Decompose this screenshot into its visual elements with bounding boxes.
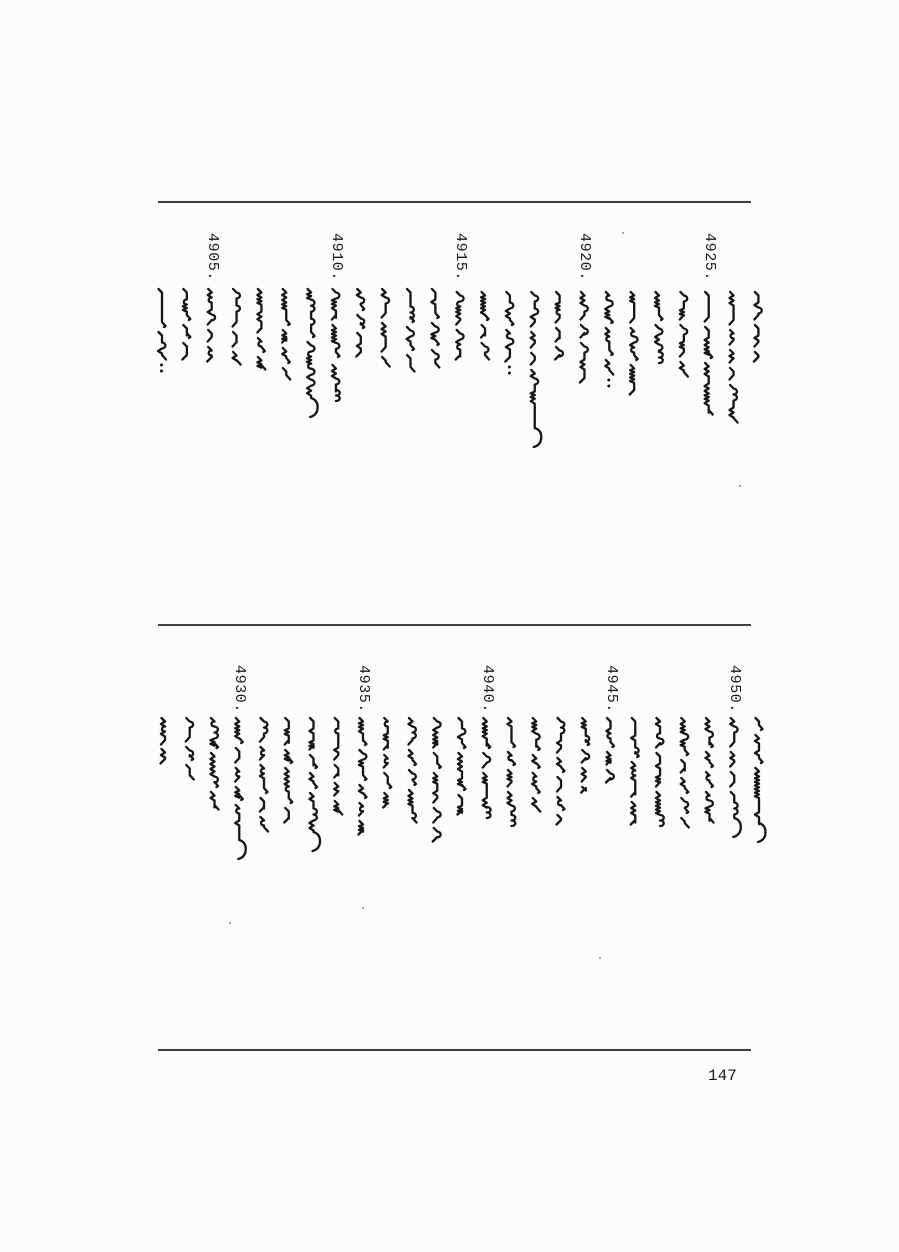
script-column [359, 718, 367, 835]
script-punctuation-dot [160, 370, 163, 373]
script-column [235, 718, 246, 859]
script-column [754, 292, 762, 362]
script-punctuation-dot [607, 379, 610, 382]
verse-line-number: 4925. [700, 233, 718, 282]
script-column [182, 289, 190, 360]
script-column [186, 718, 194, 780]
script-column [605, 292, 613, 375]
script-column [458, 718, 466, 815]
script-column [334, 718, 342, 815]
verse-line-number: 4915. [452, 233, 470, 282]
scan-noise-speck [362, 907, 364, 909]
script-column [505, 292, 513, 362]
script-column [409, 718, 417, 823]
script-column [730, 292, 738, 423]
script-column [456, 292, 464, 360]
script-column [282, 289, 290, 380]
script-column [310, 718, 321, 851]
script-column [284, 718, 292, 823]
script-punctuation-dot [160, 364, 163, 367]
verse-line-number: 4935. [355, 665, 372, 714]
script-column [581, 718, 589, 793]
script-punctuation-dot [508, 366, 511, 369]
verse-line-number: 4910. [327, 233, 345, 282]
script-column [307, 289, 318, 417]
script-punctuation-dot [607, 385, 610, 388]
verse-line-number: 4930. [231, 665, 249, 714]
scan-noise-speck [739, 485, 741, 487]
script-punctuation-dot [508, 372, 511, 375]
scan-noise-speck [229, 922, 231, 924]
script-column [481, 292, 489, 360]
script-column [407, 289, 415, 372]
script-column [681, 718, 689, 828]
script-column [508, 718, 516, 826]
script-column [382, 289, 390, 367]
verse-line-number: 4905. [203, 233, 221, 282]
script-column [356, 289, 364, 357]
script-column [433, 718, 441, 842]
verse-line-number: 4940. [478, 665, 496, 714]
script-column [705, 292, 713, 415]
page-number: 147 [708, 1067, 737, 1085]
script-column [557, 718, 565, 825]
script-column [706, 718, 714, 823]
script-column [655, 292, 663, 363]
script-column [260, 718, 268, 832]
script-column [257, 289, 265, 370]
script-column [161, 718, 166, 764]
script-column [580, 292, 588, 383]
script-column [207, 289, 215, 362]
script-column [332, 289, 340, 401]
verse-line-number: 4945. [602, 665, 620, 714]
script-column [383, 718, 391, 808]
script-column [233, 289, 241, 365]
script-column [483, 718, 491, 818]
script-column [606, 718, 614, 783]
verse-line-number: 4920. [576, 233, 594, 282]
script-column [755, 718, 766, 842]
script-column [730, 718, 741, 837]
script-column [532, 718, 540, 812]
scan-noise-speck [622, 232, 624, 234]
script-column [630, 292, 638, 395]
script-column [631, 718, 639, 825]
script-column [656, 718, 664, 826]
script-column [555, 292, 563, 360]
script-column [531, 292, 542, 447]
script-column [211, 718, 219, 810]
script-column [680, 292, 688, 377]
script-column [158, 289, 166, 360]
verse-line-number: 4950. [726, 665, 744, 714]
script-column [431, 289, 439, 368]
scan-noise-speck [599, 957, 601, 959]
